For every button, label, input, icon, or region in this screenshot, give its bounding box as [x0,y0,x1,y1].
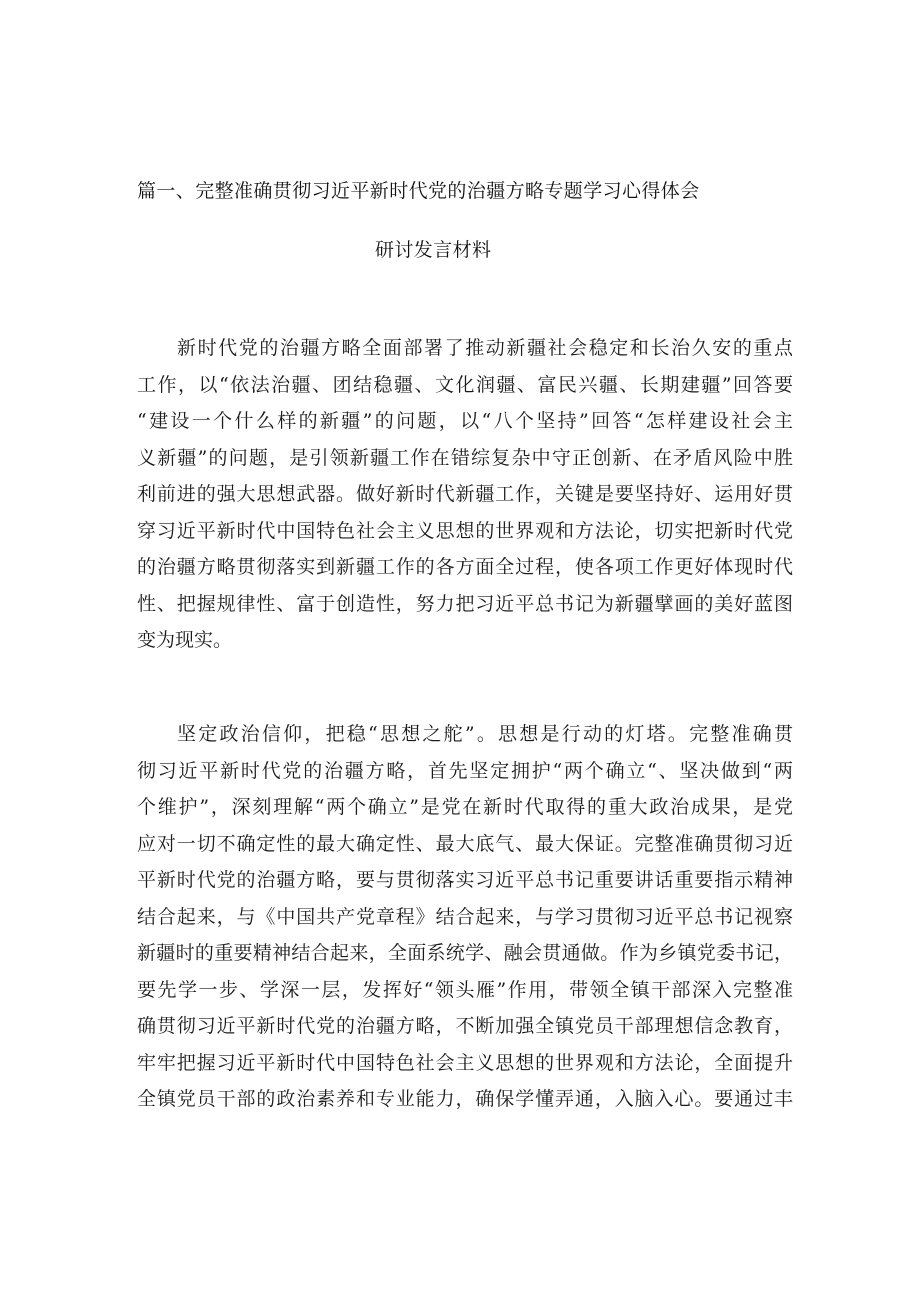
paragraph-line: 牢牢把握习近平新时代中国特色社会主义思想的世界观和方法论，全面提升 [137,1051,793,1074]
paragraph-line: 要先学一步、学深一层，发挥好“领头雁”作用，带领全镇干部深入完整准 [137,978,793,1001]
paragraph-line: 个维护”，深刻理解“两个确立”是党在新时代取得的重大政治成果，是党 [137,796,793,818]
paragraph-line: 平新时代党的治疆方略，要与贯彻落实习近平总书记重要讲话重要指示精神 [137,869,793,891]
document-title-line-2: 研讨发言材料 [375,239,492,261]
paragraph-line: 利前进的强大思想武器。做好新时代新疆工作，关键是要坚持好、运用好贯 [137,483,793,505]
paragraph-line: 应对一切不确定性的最大确定性、最大底气、最大保证。完整准确贯彻习近 [137,832,793,855]
paragraph-line: 工作，以“依法治疆、团结稳疆、文化润疆、富民兴疆、长期建疆”回答要 [137,373,793,396]
paragraph-1 [137,330,793,659]
paragraph-2 [137,716,793,1118]
paragraph-line: 结合起来，与《中国共产党章程》结合起来，与学习贯彻习近平总书记视察 [137,905,793,928]
paragraph-line: 的治疆方略贯彻落实到新疆工作的各方面全过程，使各项工作更好体现时代 [137,556,793,578]
paragraph-line: 坚定政治信仰，把稳“思想之舵”。思想是行动的灯塔。完整准确贯 [177,723,793,745]
document-title-line-1: 篇一、完整准确贯彻习近平新时代党的治疆方略专题学习心得体会 [137,180,700,202]
paragraph-line: 变为现实。 [137,629,233,651]
paragraph-line: 性、把握规律性、富于创造性，努力把习近平总书记为新疆擘画的美好蓝图 [137,592,793,615]
paragraph-line: “建设一个什么样的新疆”的问题，以“八个坚持”回答“怎样建设社会主 [137,410,793,432]
paragraph-line: 新时代党的治疆方略全面部署了推动新疆社会稳定和长治久安的重点 [177,337,793,359]
paragraph-line: 新疆时的重要精神结合起来，全面系统学、融会贯通做。作为乡镇党委书记， [137,942,793,964]
paragraph-line: 确贯彻习近平新时代党的治疆方略，不断加强全镇党员干部理想信念教育， [137,1015,793,1037]
paragraph-line: 义新疆”的问题，是引领新疆工作在错综复杂中守正创新、在矛盾风险中胜 [137,446,793,469]
paragraph-line: 彻习近平新时代党的治疆方略，首先坚定拥护“两个确立“、坚决做到“两 [137,759,793,782]
paragraph-line: 穿习近平新时代中国特色社会主义思想的世界观和方法论，切实把新时代党 [137,519,793,542]
paragraph-line: 全镇党员干部的政治素养和专业能力，确保学懂弄通，入脑入心。要通过丰 [137,1088,793,1110]
